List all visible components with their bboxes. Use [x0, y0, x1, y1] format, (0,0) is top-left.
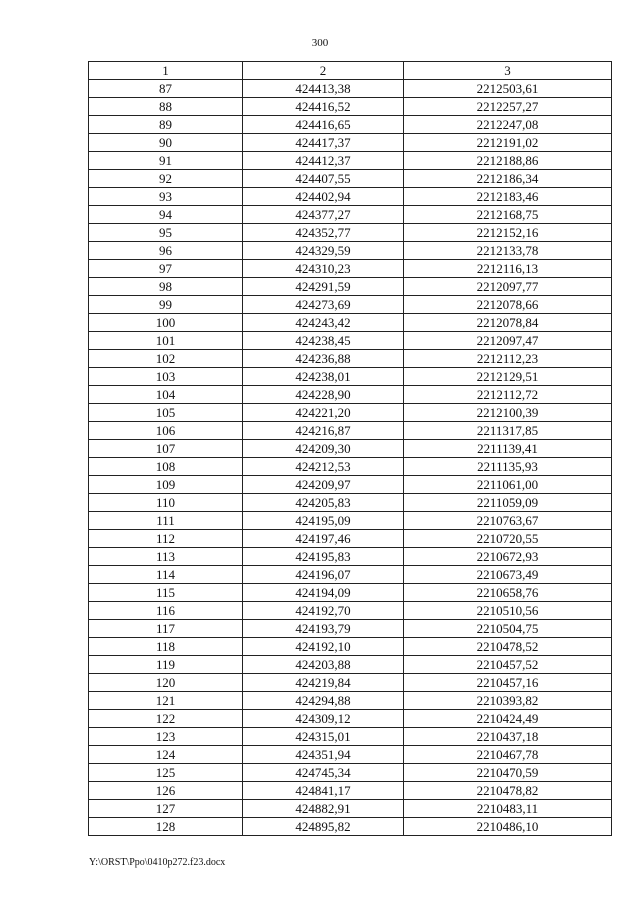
point-number-cell: 89 — [89, 116, 243, 134]
y-coordinate-cell: 2212257,27 — [404, 98, 612, 116]
y-coordinate-cell: 2212097,47 — [404, 332, 612, 350]
x-coordinate-cell: 424351,94 — [243, 746, 404, 764]
point-number-cell: 101 — [89, 332, 243, 350]
page-number: 300 — [311, 37, 329, 49]
y-coordinate-cell: 2212183,46 — [404, 188, 612, 206]
table-row — [89, 350, 612, 368]
point-number-cell: 109 — [89, 476, 243, 494]
x-coordinate-cell: 424228,90 — [243, 386, 404, 404]
point-number-cell: 116 — [89, 602, 243, 620]
point-number-cell: 110 — [89, 494, 243, 512]
table-row — [89, 512, 612, 530]
table-row — [89, 224, 612, 242]
table-row — [89, 620, 612, 638]
x-coordinate-cell: 424195,83 — [243, 548, 404, 566]
table-row — [89, 98, 612, 116]
x-coordinate-cell: 424203,88 — [243, 656, 404, 674]
point-number-cell: 126 — [89, 782, 243, 800]
y-coordinate-cell: 2212097,77 — [404, 278, 612, 296]
table-row — [89, 440, 612, 458]
point-number-cell: 107 — [89, 440, 243, 458]
x-coordinate-cell: 424294,88 — [243, 692, 404, 710]
y-coordinate-cell: 2211061,00 — [404, 476, 612, 494]
point-number-cell: 111 — [89, 512, 243, 530]
table-row — [89, 314, 612, 332]
table-row — [89, 656, 612, 674]
table-row — [89, 476, 612, 494]
y-coordinate-cell: 2211139,41 — [404, 440, 612, 458]
y-coordinate-cell: 2212133,78 — [404, 242, 612, 260]
point-number-cell: 96 — [89, 242, 243, 260]
table-row — [89, 674, 612, 692]
table-row — [89, 422, 612, 440]
point-number-cell: 91 — [89, 152, 243, 170]
x-coordinate-cell: 424192,10 — [243, 638, 404, 656]
point-number-cell: 88 — [89, 98, 243, 116]
x-coordinate-cell: 424238,45 — [243, 332, 404, 350]
x-coordinate-cell: 424413,38 — [243, 80, 404, 98]
table-row — [89, 458, 612, 476]
x-coordinate-cell: 424377,27 — [243, 206, 404, 224]
y-coordinate-cell: 2212078,66 — [404, 296, 612, 314]
point-number-cell: 124 — [89, 746, 243, 764]
y-coordinate-cell: 2210478,52 — [404, 638, 612, 656]
table-row — [89, 206, 612, 224]
x-coordinate-cell: 424416,65 — [243, 116, 404, 134]
x-coordinate-cell: 424195,09 — [243, 512, 404, 530]
x-coordinate-cell: 424412,37 — [243, 152, 404, 170]
column-header-3: 3 — [404, 62, 612, 80]
x-coordinate-cell: 424329,59 — [243, 242, 404, 260]
y-coordinate-cell: 2210470,59 — [404, 764, 612, 782]
table-row — [89, 134, 612, 152]
x-coordinate-cell: 424238,01 — [243, 368, 404, 386]
table-row — [89, 566, 612, 584]
table-row — [89, 710, 612, 728]
table-row — [89, 638, 612, 656]
x-coordinate-cell: 424352,77 — [243, 224, 404, 242]
y-coordinate-cell: 2210720,55 — [404, 530, 612, 548]
table-row — [89, 494, 612, 512]
table-row — [89, 692, 612, 710]
y-coordinate-cell: 2210457,16 — [404, 674, 612, 692]
x-coordinate-cell: 424315,01 — [243, 728, 404, 746]
point-number-cell: 99 — [89, 296, 243, 314]
y-coordinate-cell: 2210424,49 — [404, 710, 612, 728]
table-row — [89, 170, 612, 188]
x-coordinate-cell: 424895,82 — [243, 818, 404, 836]
point-number-cell: 108 — [89, 458, 243, 476]
table-row — [89, 296, 612, 314]
point-number-cell: 121 — [89, 692, 243, 710]
x-coordinate-cell: 424310,23 — [243, 260, 404, 278]
y-coordinate-cell: 2211059,09 — [404, 494, 612, 512]
y-coordinate-cell: 2210467,78 — [404, 746, 612, 764]
point-number-cell: 105 — [89, 404, 243, 422]
x-coordinate-cell: 424219,84 — [243, 674, 404, 692]
y-coordinate-cell: 2210763,67 — [404, 512, 612, 530]
point-number-cell: 104 — [89, 386, 243, 404]
table-row — [89, 728, 612, 746]
point-number-cell: 118 — [89, 638, 243, 656]
point-number-cell: 125 — [89, 764, 243, 782]
y-coordinate-cell: 2212503,61 — [404, 80, 612, 98]
point-number-cell: 95 — [89, 224, 243, 242]
y-coordinate-cell: 2210437,18 — [404, 728, 612, 746]
x-coordinate-cell: 424197,46 — [243, 530, 404, 548]
point-number-cell: 113 — [89, 548, 243, 566]
point-number-cell: 90 — [89, 134, 243, 152]
coordinates-table — [88, 61, 612, 836]
x-coordinate-cell: 424745,34 — [243, 764, 404, 782]
table-row — [89, 584, 612, 602]
point-number-cell: 103 — [89, 368, 243, 386]
point-number-cell: 93 — [89, 188, 243, 206]
x-coordinate-cell: 424407,55 — [243, 170, 404, 188]
point-number-cell: 97 — [89, 260, 243, 278]
y-coordinate-cell: 2210393,82 — [404, 692, 612, 710]
y-coordinate-cell: 2210658,76 — [404, 584, 612, 602]
table-header-row — [89, 62, 612, 80]
table-row — [89, 242, 612, 260]
x-coordinate-cell: 424291,59 — [243, 278, 404, 296]
table-row — [89, 404, 612, 422]
table-row — [89, 548, 612, 566]
x-coordinate-cell: 424209,30 — [243, 440, 404, 458]
table-row — [89, 386, 612, 404]
point-number-cell: 128 — [89, 818, 243, 836]
point-number-cell: 112 — [89, 530, 243, 548]
y-coordinate-cell: 2212129,51 — [404, 368, 612, 386]
x-coordinate-cell: 424209,97 — [243, 476, 404, 494]
y-coordinate-cell: 2212078,84 — [404, 314, 612, 332]
table-row — [89, 278, 612, 296]
y-coordinate-cell: 2212188,86 — [404, 152, 612, 170]
x-coordinate-cell: 424212,53 — [243, 458, 404, 476]
table-row — [89, 152, 612, 170]
y-coordinate-cell: 2212112,23 — [404, 350, 612, 368]
point-number-cell: 102 — [89, 350, 243, 368]
table-row — [89, 818, 612, 836]
point-number-cell: 120 — [89, 674, 243, 692]
x-coordinate-cell: 424309,12 — [243, 710, 404, 728]
point-number-cell: 106 — [89, 422, 243, 440]
point-number-cell: 117 — [89, 620, 243, 638]
table-body — [89, 80, 612, 836]
y-coordinate-cell: 2212191,02 — [404, 134, 612, 152]
y-coordinate-cell: 2211317,85 — [404, 422, 612, 440]
x-coordinate-cell: 424236,88 — [243, 350, 404, 368]
x-coordinate-cell: 424194,09 — [243, 584, 404, 602]
y-coordinate-cell: 2210504,75 — [404, 620, 612, 638]
footer-file-path: Y:\ORST\Ppo\0410p272.f23.docx — [89, 857, 226, 868]
y-coordinate-cell: 2212112,72 — [404, 386, 612, 404]
y-coordinate-cell: 2210510,56 — [404, 602, 612, 620]
point-number-cell: 98 — [89, 278, 243, 296]
x-coordinate-cell: 424192,70 — [243, 602, 404, 620]
point-number-cell: 100 — [89, 314, 243, 332]
x-coordinate-cell: 424243,42 — [243, 314, 404, 332]
x-coordinate-cell: 424205,83 — [243, 494, 404, 512]
column-header-1: 1 — [89, 62, 243, 80]
x-coordinate-cell: 424841,17 — [243, 782, 404, 800]
table-row — [89, 332, 612, 350]
y-coordinate-cell: 2210457,52 — [404, 656, 612, 674]
table-row — [89, 80, 612, 98]
x-coordinate-cell: 424417,37 — [243, 134, 404, 152]
y-coordinate-cell: 2210486,10 — [404, 818, 612, 836]
table-row — [89, 530, 612, 548]
x-coordinate-cell: 424216,87 — [243, 422, 404, 440]
y-coordinate-cell: 2210673,49 — [404, 566, 612, 584]
y-coordinate-cell: 2210478,82 — [404, 782, 612, 800]
point-number-cell: 87 — [89, 80, 243, 98]
y-coordinate-cell: 2212247,08 — [404, 116, 612, 134]
y-coordinate-cell: 2211135,93 — [404, 458, 612, 476]
y-coordinate-cell: 2212168,75 — [404, 206, 612, 224]
x-coordinate-cell: 424193,79 — [243, 620, 404, 638]
point-number-cell: 123 — [89, 728, 243, 746]
table-row — [89, 368, 612, 386]
point-number-cell: 127 — [89, 800, 243, 818]
x-coordinate-cell: 424882,91 — [243, 800, 404, 818]
x-coordinate-cell: 424196,07 — [243, 566, 404, 584]
table-row — [89, 188, 612, 206]
point-number-cell: 122 — [89, 710, 243, 728]
point-number-cell: 114 — [89, 566, 243, 584]
table-row — [89, 746, 612, 764]
y-coordinate-cell: 2210672,93 — [404, 548, 612, 566]
x-coordinate-cell: 424273,69 — [243, 296, 404, 314]
table-row — [89, 116, 612, 134]
y-coordinate-cell: 2212152,16 — [404, 224, 612, 242]
y-coordinate-cell: 2210483,11 — [404, 800, 612, 818]
y-coordinate-cell: 2212116,13 — [404, 260, 612, 278]
table-row — [89, 764, 612, 782]
column-header-2: 2 — [243, 62, 404, 80]
x-coordinate-cell: 424416,52 — [243, 98, 404, 116]
x-coordinate-cell: 424402,94 — [243, 188, 404, 206]
y-coordinate-cell: 2212186,34 — [404, 170, 612, 188]
point-number-cell: 94 — [89, 206, 243, 224]
table-row — [89, 782, 612, 800]
table-row — [89, 800, 612, 818]
point-number-cell: 92 — [89, 170, 243, 188]
point-number-cell: 115 — [89, 584, 243, 602]
y-coordinate-cell: 2212100,39 — [404, 404, 612, 422]
point-number-cell: 119 — [89, 656, 243, 674]
x-coordinate-cell: 424221,20 — [243, 404, 404, 422]
table-row — [89, 602, 612, 620]
table-row — [89, 260, 612, 278]
